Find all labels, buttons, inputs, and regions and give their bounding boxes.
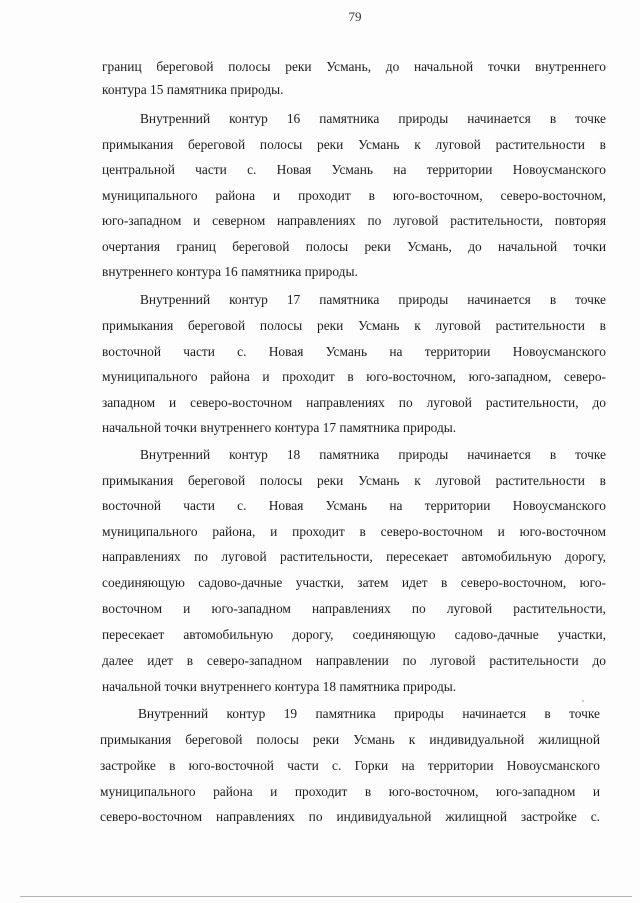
paragraph-5-line-2: примыкания береговой полосы реки Усмань к индивидуальной жилищной: [100, 732, 600, 747]
page-bottom-edge: [20, 896, 632, 897]
paragraph-3-line-2: примыкания береговой полосы реки Усмань к луговой растительности в: [102, 318, 606, 333]
paragraph-2-line-7: внутреннего контура 16 памятника природы.: [102, 264, 358, 279]
paragraph-4-line-2: примыкания береговой полосы реки Усмань к луговой растительности в: [102, 473, 606, 488]
paragraph-3-line-4: муниципального района и проходит в юго-восточном, юго-западном, северо-: [102, 369, 606, 384]
paragraph-4-line-3: восточной части с. Новая Усмань на территории Новоусманского: [102, 498, 606, 513]
paragraph-3-line-1: Внутренний контур 17 памятника природы начинается в точке: [140, 292, 606, 307]
scan-speck: [582, 700, 584, 702]
paragraph-3-line-5: западном и северо-восточном направлениях по луговой растительности, до: [102, 395, 606, 410]
paragraph-2-line-6: очертания границ береговой полосы реки Усмань, до начальной точки: [102, 239, 606, 254]
paragraph-5-line-3: застройке в юго-восточной части с. Горки на территории Новоусманского: [100, 758, 600, 773]
paragraph-1-line-1: границ береговой полосы реки Усмань, до начальной точки внутреннего: [102, 59, 606, 74]
paragraph-5-line-5: северо-восточном направлениях по индивидуальной жилищной застройке с.: [100, 809, 600, 824]
paragraph-5-line-1: Внутренний контур 19 памятника природы начинается в точке: [138, 706, 600, 721]
paragraph-4-line-10: начальной точки внутреннего контура 18 памятника природы.: [102, 679, 457, 694]
paragraph-3-line-6: начальной точки внутреннего контура 17 памятника природы.: [102, 420, 457, 435]
paragraph-4-line-1: Внутренний контур 18 памятника природы начинается в точке: [140, 447, 606, 462]
paragraph-2-line-2: примыкания береговой полосы реки Усмань к луговой растительности в: [102, 137, 606, 152]
paragraph-1-line-2: контура 15 памятника природы.: [102, 82, 284, 97]
paragraph-4-line-8: пересекает автомобильную дорогу, соединяющую садово-дачные участки,: [102, 627, 606, 642]
paragraph-4-line-6: соединяющую садово-дачные участки, затем идет в северо-восточном, юго-: [102, 575, 606, 590]
paragraph-2-line-1: Внутренний контур 16 памятника природы начинается в точке: [140, 111, 606, 126]
paragraph-4-line-5: направлениях по луговой растительности, пересекает автомобильную дорогу,: [102, 549, 606, 564]
paragraph-2-line-5: юго-западном и северном направлениях по луговой растительности, повторяя: [102, 213, 606, 228]
paragraph-4-line-7: восточном и юго-западном направлениях по луговой растительности,: [102, 601, 606, 616]
paragraph-2-line-4: муниципального района и проходит в юго-восточном, северо-восточном,: [102, 188, 606, 203]
paragraph-5-line-4: муниципального района и проходит в юго-восточном, юго-западном и: [100, 784, 600, 799]
paragraph-4-line-4: муниципального района, и проходит в северо-восточном и юго-восточном: [102, 524, 606, 539]
paragraph-4-line-9: далее идет в северо-западном направлении по луговой растительности до: [102, 653, 606, 668]
paragraph-2-line-3: центральной части с. Новая Усмань на территории Новоусманского: [102, 162, 606, 177]
paragraph-3-line-3: восточной части с. Новая Усмань на территории Новоусманского: [102, 344, 606, 359]
page-number: 79: [348, 9, 362, 24]
